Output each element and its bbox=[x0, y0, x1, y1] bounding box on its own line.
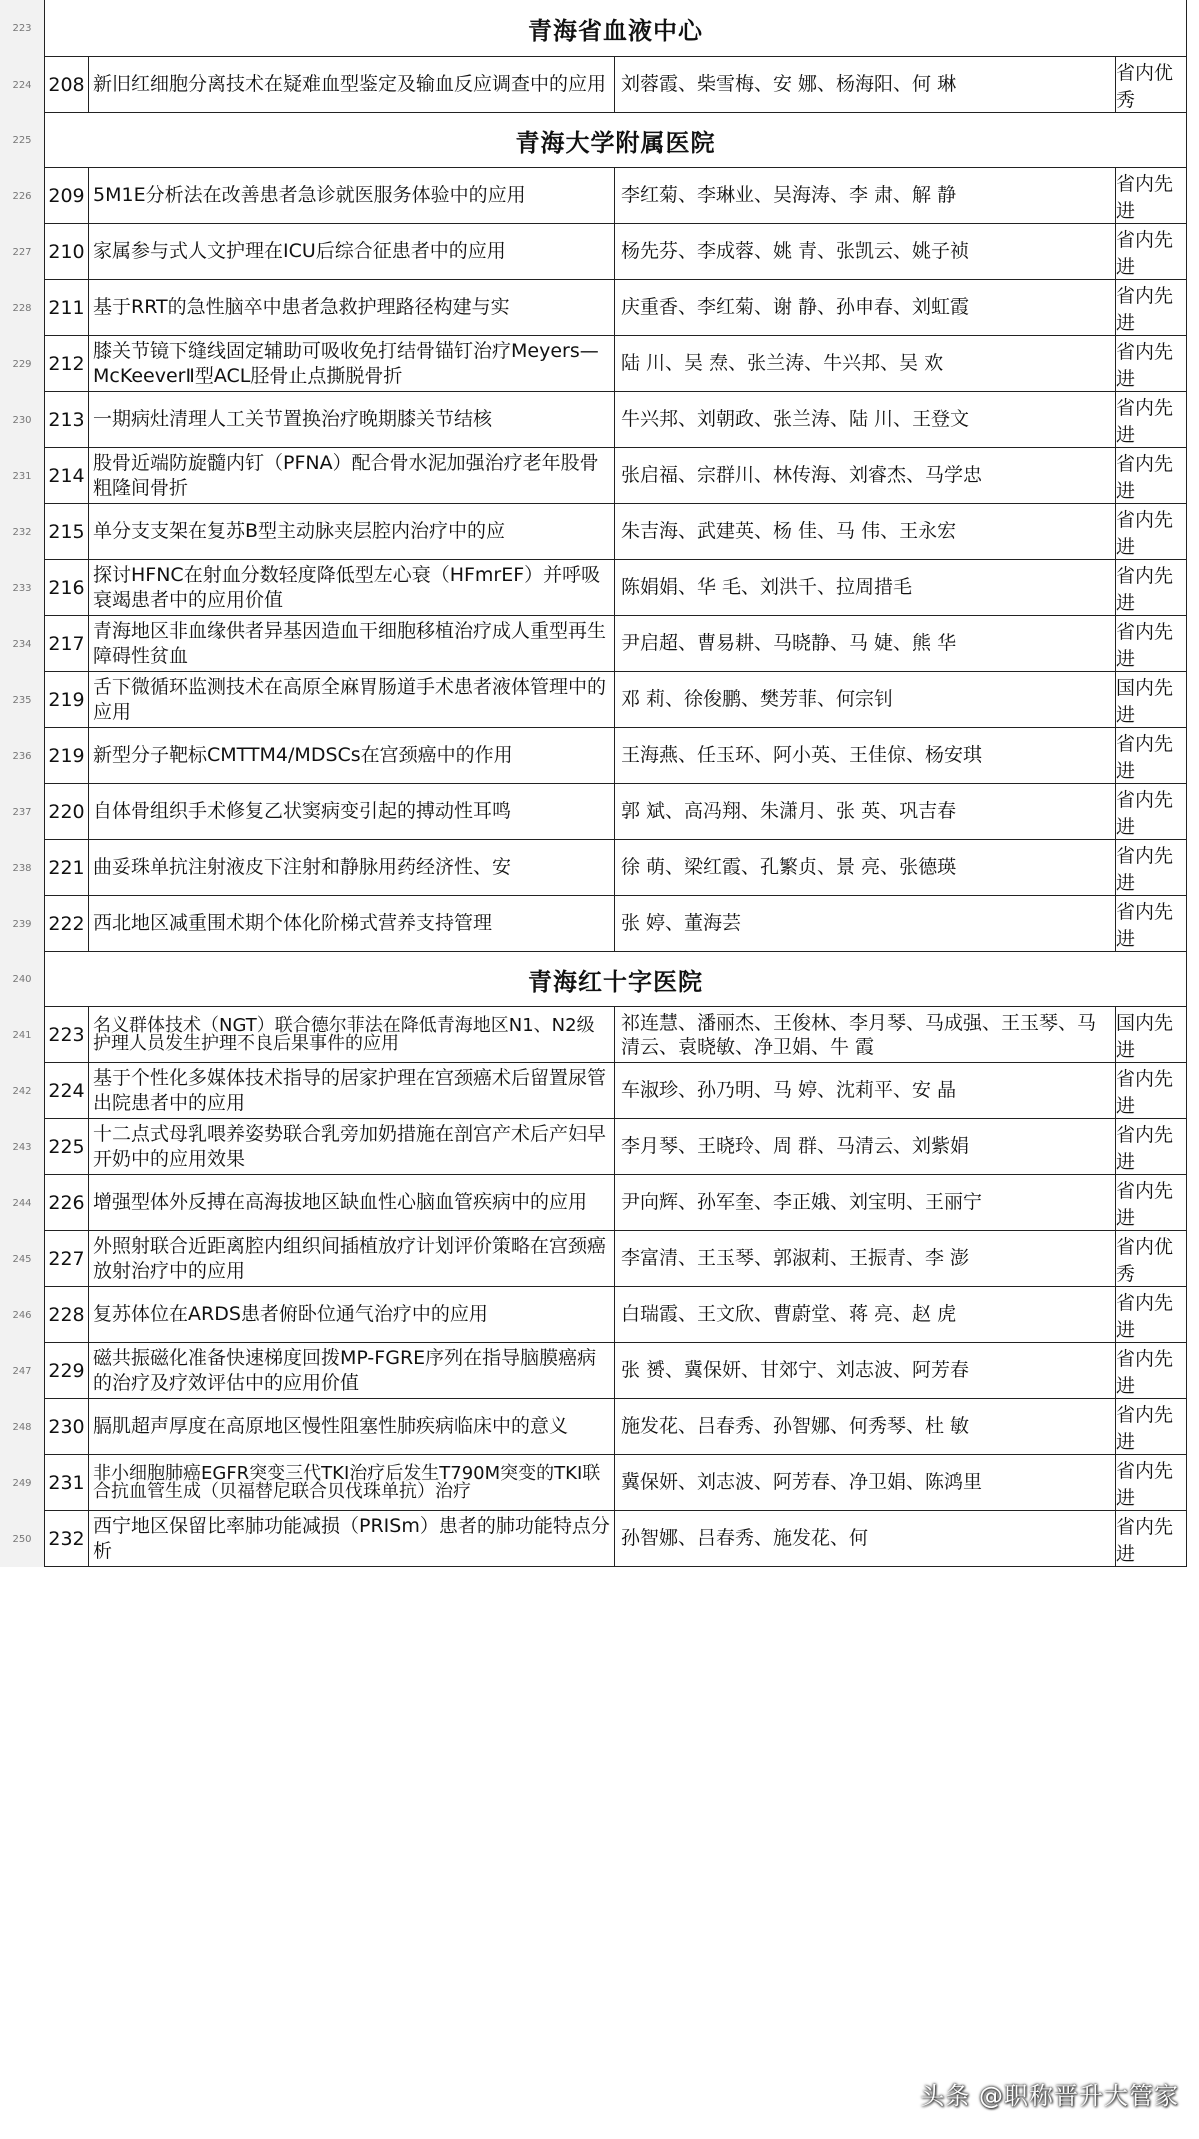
table-row bbox=[0, 1007, 1199, 1063]
award-level: 省内优秀 bbox=[1115, 57, 1187, 112]
authors-text: 陈娟娟、华 毛、刘洪千、拉周措毛 bbox=[621, 576, 913, 598]
table-row bbox=[0, 1175, 1199, 1231]
row-number: 242 bbox=[0, 1063, 45, 1119]
item-number: 219 bbox=[44, 672, 88, 727]
section-cells bbox=[44, 0, 1187, 57]
row-cells bbox=[44, 560, 1187, 616]
award-level: 省内先进 bbox=[1115, 1063, 1187, 1118]
authors bbox=[614, 392, 1115, 447]
project-title bbox=[88, 168, 614, 223]
row-number: 237 bbox=[0, 784, 45, 840]
row-number: 223 bbox=[0, 0, 45, 57]
award-level: 省内先进 bbox=[1115, 1343, 1187, 1398]
project-title bbox=[88, 1343, 614, 1398]
row-number: 233 bbox=[0, 560, 45, 616]
authors bbox=[614, 1063, 1115, 1118]
authors-text: 郭 斌、高冯翔、朱潇月、张 英、巩吉春 bbox=[621, 800, 957, 822]
award-level: 省内先进 bbox=[1115, 504, 1187, 559]
row-cells bbox=[44, 1231, 1187, 1287]
row-number: 240 bbox=[0, 952, 45, 1007]
project-title bbox=[88, 1231, 614, 1286]
project-title bbox=[88, 840, 614, 895]
row-number: 234 bbox=[0, 616, 45, 672]
project-title-text: 5M1E分析法在改善患者急诊就医服务体验中的应用 bbox=[93, 184, 526, 206]
item-number: 217 bbox=[44, 616, 88, 671]
project-title bbox=[88, 896, 614, 951]
row-cells bbox=[44, 1175, 1187, 1231]
authors bbox=[614, 336, 1115, 391]
row-number: 246 bbox=[0, 1287, 45, 1343]
section-cells bbox=[44, 952, 1187, 1007]
project-title-text: 非小细胞肺癌EGFR突变三代TKI治疗后发生T790M突变的TKI联合抗血管生成（贝福替尼联合贝伐珠单抗）治疗 bbox=[93, 1462, 601, 1502]
project-title-text: 探讨HFNC在射血分数轻度降低型左心衰（HFmrEF）并呼吸衰竭患者中的应用价值 bbox=[93, 563, 601, 611]
authors bbox=[614, 1175, 1115, 1230]
table-row bbox=[0, 392, 1199, 448]
table-row bbox=[0, 336, 1199, 392]
row-number: 231 bbox=[0, 448, 45, 504]
row-number: 244 bbox=[0, 1175, 45, 1231]
row-cells bbox=[44, 224, 1187, 280]
table-row bbox=[0, 224, 1199, 280]
row-number: 248 bbox=[0, 1399, 45, 1455]
project-title-text: 外照射联合近距离腔内组织间插植放疗计划评价策略在宫颈癌放射治疗中的应用 bbox=[93, 1234, 607, 1282]
row-number: 241 bbox=[0, 1007, 45, 1063]
watermark: 头条 @职称晋升大管家 bbox=[920, 2082, 1179, 2110]
item-number: 211 bbox=[44, 280, 88, 335]
item-number: 225 bbox=[44, 1119, 88, 1174]
award-level: 省内先进 bbox=[1115, 1175, 1187, 1230]
row-number: 249 bbox=[0, 1455, 45, 1511]
award-level: 国内先进 bbox=[1115, 1007, 1187, 1062]
item-number: 223 bbox=[44, 1007, 88, 1062]
item-number: 213 bbox=[44, 392, 88, 447]
award-level: 省内先进 bbox=[1115, 224, 1187, 279]
project-title bbox=[88, 1175, 614, 1230]
project-title-text: 复苏体位在ARDS患者俯卧位通气治疗中的应用 bbox=[93, 1303, 488, 1325]
item-number: 230 bbox=[44, 1399, 88, 1454]
row-number: 247 bbox=[0, 1343, 45, 1399]
authors-text: 杨先芬、李成蓉、姚 青、张凯云、姚子祯 bbox=[621, 240, 970, 262]
authors-text: 邓 莉、徐俊鹏、樊芳菲、何宗钊 bbox=[621, 688, 894, 710]
table-row bbox=[0, 168, 1199, 224]
table-row bbox=[0, 448, 1199, 504]
item-number: 222 bbox=[44, 896, 88, 951]
row-number: 227 bbox=[0, 224, 45, 280]
project-title-text: 股骨近端防旋髓内钉（PFNA）配合骨水泥加强治疗老年股骨粗隆间骨折 bbox=[93, 451, 599, 499]
row-number: 230 bbox=[0, 392, 45, 448]
project-title bbox=[88, 57, 614, 112]
authors-text: 王海燕、任玉环、阿小英、王佳倞、杨安琪 bbox=[621, 744, 983, 766]
project-title bbox=[88, 1063, 614, 1118]
project-title bbox=[88, 784, 614, 839]
row-cells bbox=[44, 1119, 1187, 1175]
authors bbox=[614, 896, 1115, 951]
award-level: 省内先进 bbox=[1115, 616, 1187, 671]
row-number: 243 bbox=[0, 1119, 45, 1175]
section-cells bbox=[44, 113, 1187, 168]
authors bbox=[614, 672, 1115, 727]
row-cells bbox=[44, 896, 1187, 952]
project-title-text: 曲妥珠单抗注射液皮下注射和静脉用药经济性、安 bbox=[93, 856, 512, 878]
project-title-text: 新型分子靶标CMTTM4/MDSCs在宫颈癌中的作用 bbox=[93, 744, 513, 766]
row-cells bbox=[44, 1343, 1187, 1399]
authors bbox=[614, 1399, 1115, 1454]
row-cells bbox=[44, 616, 1187, 672]
authors bbox=[614, 728, 1115, 783]
award-level: 省内先进 bbox=[1115, 728, 1187, 783]
project-title bbox=[88, 1287, 614, 1342]
table-row bbox=[0, 1287, 1199, 1343]
authors-text: 白瑞霞、王文欣、曹蔚堂、蒋 亮、赵 虎 bbox=[621, 1303, 957, 1325]
authors-text: 李月琴、王晓玲、周 群、马清云、刘紫娟 bbox=[621, 1135, 970, 1157]
authors bbox=[614, 448, 1115, 503]
row-number: 236 bbox=[0, 728, 45, 784]
item-number: 216 bbox=[44, 560, 88, 615]
section-title: 青海红十字医院 bbox=[44, 952, 1187, 1006]
item-number: 227 bbox=[44, 1231, 88, 1286]
project-title bbox=[88, 448, 614, 503]
project-title-text: 西北地区减重围术期个体化阶梯式营养支持管理 bbox=[93, 912, 493, 934]
project-title bbox=[88, 560, 614, 615]
table-row bbox=[0, 784, 1199, 840]
award-level: 省内先进 bbox=[1115, 560, 1187, 615]
item-number: 208 bbox=[44, 57, 88, 112]
authors-text: 张 婷、董海芸 bbox=[621, 912, 742, 934]
authors-text: 车淑珍、孙乃明、马 婷、沈莉平、安 晶 bbox=[621, 1079, 957, 1101]
row-cells bbox=[44, 336, 1187, 392]
authors-text: 冀保妍、刘志波、阿芳春、净卫娟、陈鸿里 bbox=[621, 1471, 983, 1493]
project-title bbox=[88, 336, 614, 391]
project-title-text: 增强型体外反搏在高海拔地区缺血性心脑血管疾病中的应用 bbox=[93, 1191, 588, 1213]
authors bbox=[614, 57, 1115, 112]
authors-text: 陆 川、吴 焘、张兰涛、牛兴邦、吴 欢 bbox=[621, 352, 944, 374]
authors-text: 刘蓉霞、柴雪梅、安 娜、杨海阳、何 琳 bbox=[621, 73, 957, 95]
authors-text: 祁连慧、潘丽杰、王俊林、李月琴、马成强、王玉琴、马清云、袁晓敏、净卫娟、牛 霞 bbox=[621, 1011, 1097, 1058]
authors bbox=[614, 1343, 1115, 1398]
authors-text: 李红菊、李琳业、吴海涛、李 肃、解 静 bbox=[621, 184, 957, 206]
project-title bbox=[88, 392, 614, 447]
project-title bbox=[88, 1511, 614, 1566]
section-title: 青海省血液中心 bbox=[44, 0, 1187, 56]
authors bbox=[614, 616, 1115, 671]
row-number: 229 bbox=[0, 336, 45, 392]
project-title-text: 名义群体技术（NGT）联合德尔菲法在降低青海地区N1、N2级护理人员发生护理不良后果事件的应用 bbox=[93, 1014, 595, 1054]
item-number: 209 bbox=[44, 168, 88, 223]
authors-text: 尹启超、曹易耕、马晓静、马 婕、熊 华 bbox=[621, 632, 957, 654]
project-title bbox=[88, 1007, 614, 1062]
section-title: 青海大学附属医院 bbox=[44, 113, 1187, 167]
authors bbox=[614, 1231, 1115, 1286]
project-title bbox=[88, 1455, 614, 1510]
item-number: 231 bbox=[44, 1455, 88, 1510]
project-title-text: 基于个性化多媒体技术指导的居家护理在宫颈癌术后留置尿管出院患者中的应用 bbox=[93, 1066, 607, 1114]
award-level: 省内先进 bbox=[1115, 840, 1187, 895]
authors bbox=[614, 560, 1115, 615]
authors bbox=[614, 1007, 1115, 1062]
project-title-text: 十二点式母乳喂养姿势联合乳旁加奶措施在剖宫产术后产妇早开奶中的应用效果 bbox=[93, 1122, 607, 1170]
award-level: 省内先进 bbox=[1115, 1399, 1187, 1454]
table-row bbox=[0, 504, 1199, 560]
award-level: 省内先进 bbox=[1115, 784, 1187, 839]
authors bbox=[614, 504, 1115, 559]
authors-text: 牛兴邦、刘朝政、张兰涛、陆 川、王登文 bbox=[621, 408, 970, 430]
item-number: 232 bbox=[44, 1511, 88, 1566]
award-level: 省内先进 bbox=[1115, 896, 1187, 951]
project-title-text: 单分支支架在复苏B型主动脉夹层腔内治疗中的应 bbox=[93, 520, 506, 542]
row-number: 228 bbox=[0, 280, 45, 336]
item-number: 221 bbox=[44, 840, 88, 895]
authors bbox=[614, 1455, 1115, 1510]
table-row bbox=[0, 896, 1199, 952]
row-cells bbox=[44, 840, 1187, 896]
project-title-text: 自体骨组织手术修复乙状窦病变引起的搏动性耳鸣 bbox=[93, 800, 512, 822]
project-title-text: 青海地区非血缘供者异基因造血干细胞移植治疗成人重型再生障碍性贫血 bbox=[93, 619, 607, 667]
project-title-text: 一期病灶清理人工关节置换治疗晚期膝关节结核 bbox=[93, 408, 493, 430]
item-number: 224 bbox=[44, 1063, 88, 1118]
authors-text: 张启福、宗群川、林传海、刘睿杰、马学忠 bbox=[621, 464, 983, 486]
project-title-text: 膈肌超声厚度在高原地区慢性阻塞性肺疾病临床中的意义 bbox=[93, 1415, 569, 1437]
row-cells bbox=[44, 1063, 1187, 1119]
row-number: 232 bbox=[0, 504, 45, 560]
row-number: 250 bbox=[0, 1511, 45, 1567]
table-row bbox=[0, 840, 1199, 896]
project-title-text: 西宁地区保留比率肺功能减损（PRISm）患者的肺功能特点分析 bbox=[93, 1514, 610, 1562]
table-row bbox=[0, 560, 1199, 616]
project-title bbox=[88, 1119, 614, 1174]
row-number: 239 bbox=[0, 896, 45, 952]
award-level: 省内先进 bbox=[1115, 1511, 1187, 1566]
row-number: 245 bbox=[0, 1231, 45, 1287]
table-row bbox=[0, 1231, 1199, 1287]
row-cells bbox=[44, 168, 1187, 224]
table-row bbox=[0, 728, 1199, 784]
section-row bbox=[0, 952, 1199, 1007]
authors-text: 庆重香、李红菊、谢 静、孙申春、刘虹霞 bbox=[621, 296, 970, 318]
authors-text: 李富清、王玉琴、郭淑莉、王振青、李 澎 bbox=[621, 1247, 970, 1269]
table-row bbox=[0, 1063, 1199, 1119]
project-title-text: 基于RRT的急性脑卒中患者急救护理路径构建与实 bbox=[93, 296, 510, 318]
project-title bbox=[88, 504, 614, 559]
award-level: 省内先进 bbox=[1115, 336, 1187, 391]
row-number: 225 bbox=[0, 113, 45, 168]
authors bbox=[614, 280, 1115, 335]
item-number: 212 bbox=[44, 336, 88, 391]
award-level: 省内先进 bbox=[1115, 1119, 1187, 1174]
row-cells bbox=[44, 1455, 1187, 1511]
project-title bbox=[88, 224, 614, 279]
item-number: 226 bbox=[44, 1175, 88, 1230]
table-row bbox=[0, 672, 1199, 728]
item-number: 220 bbox=[44, 784, 88, 839]
project-title-text: 新旧红细胞分离技术在疑难血型鉴定及输血反应调查中的应用 bbox=[93, 73, 607, 95]
authors bbox=[614, 784, 1115, 839]
row-cells bbox=[44, 1399, 1187, 1455]
table-row bbox=[0, 1455, 1199, 1511]
row-number: 238 bbox=[0, 840, 45, 896]
project-title bbox=[88, 672, 614, 727]
table-row bbox=[0, 1399, 1199, 1455]
authors-text: 朱吉海、武建英、杨 佳、马 伟、王永宏 bbox=[621, 520, 957, 542]
authors bbox=[614, 1511, 1115, 1566]
row-cells bbox=[44, 1511, 1187, 1567]
authors-text: 孙智娜、吕春秀、施发花、何 bbox=[621, 1527, 869, 1549]
award-level: 省内先进 bbox=[1115, 280, 1187, 335]
section-row bbox=[0, 113, 1199, 168]
item-number: 219 bbox=[44, 728, 88, 783]
award-level: 国内先进 bbox=[1115, 672, 1187, 727]
award-level: 省内先进 bbox=[1115, 1455, 1187, 1510]
authors-text: 张 赟、冀保妍、甘郊宁、刘志波、阿芳春 bbox=[621, 1359, 970, 1381]
table-row bbox=[0, 57, 1199, 113]
project-title bbox=[88, 1399, 614, 1454]
authors bbox=[614, 224, 1115, 279]
row-cells bbox=[44, 1007, 1187, 1063]
item-number: 214 bbox=[44, 448, 88, 503]
row-number: 226 bbox=[0, 168, 45, 224]
row-cells bbox=[44, 448, 1187, 504]
award-level: 省内优秀 bbox=[1115, 1231, 1187, 1286]
award-level: 省内先进 bbox=[1115, 392, 1187, 447]
authors-text: 徐 萌、梁红霞、孔繁贞、景 亮、张德瑛 bbox=[621, 856, 957, 878]
project-title bbox=[88, 280, 614, 335]
row-number: 224 bbox=[0, 57, 45, 113]
authors-text: 施发花、吕春秀、孙智娜、何秀琴、杜 敏 bbox=[621, 1415, 970, 1437]
table-row bbox=[0, 1119, 1199, 1175]
item-number: 229 bbox=[44, 1343, 88, 1398]
project-title-text: 家属参与式人文护理在ICU后综合征患者中的应用 bbox=[93, 240, 506, 262]
section-row bbox=[0, 0, 1199, 57]
item-number: 228 bbox=[44, 1287, 88, 1342]
row-cells bbox=[44, 784, 1187, 840]
authors bbox=[614, 1119, 1115, 1174]
project-title-text: 磁共振磁化准备快速梯度回拨MP-FGRE序列在指导脑膜癌病的治疗及疗效评估中的应用价值 bbox=[93, 1346, 597, 1394]
award-level: 省内先进 bbox=[1115, 448, 1187, 503]
table-row bbox=[0, 1343, 1199, 1399]
project-title-text: 膝关节镜下缝线固定辅助可吸收免打结骨锚钉治疗Meyers—McKeeverⅡ型ACL胫骨止点撕脱骨折 bbox=[93, 339, 599, 387]
item-number: 210 bbox=[44, 224, 88, 279]
row-cells bbox=[44, 504, 1187, 560]
project-title-text: 舌下微循环监测技术在高原全麻胃肠道手术患者液体管理中的应用 bbox=[93, 675, 607, 723]
project-title bbox=[88, 616, 614, 671]
authors-text: 尹向辉、孙军奎、李正娥、刘宝明、王丽宁 bbox=[621, 1191, 983, 1213]
row-number: 235 bbox=[0, 672, 45, 728]
row-cells bbox=[44, 672, 1187, 728]
authors bbox=[614, 1287, 1115, 1342]
authors bbox=[614, 840, 1115, 895]
project-title bbox=[88, 728, 614, 783]
row-cells bbox=[44, 280, 1187, 336]
table-row bbox=[0, 616, 1199, 672]
table-row bbox=[0, 1511, 1199, 1567]
row-cells bbox=[44, 57, 1187, 113]
authors bbox=[614, 168, 1115, 223]
row-cells bbox=[44, 1287, 1187, 1343]
item-number: 215 bbox=[44, 504, 88, 559]
table-row bbox=[0, 280, 1199, 336]
award-level: 省内先进 bbox=[1115, 168, 1187, 223]
row-cells bbox=[44, 392, 1187, 448]
award-level: 省内先进 bbox=[1115, 1287, 1187, 1342]
row-cells bbox=[44, 728, 1187, 784]
